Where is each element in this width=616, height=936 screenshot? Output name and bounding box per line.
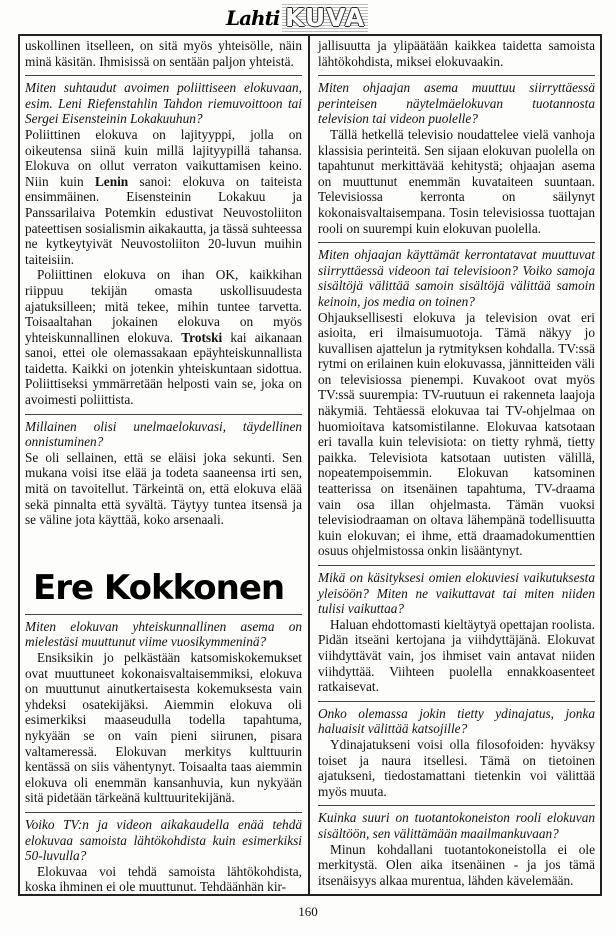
left-column <box>25 38 302 895</box>
question-divider <box>25 75 302 76</box>
masthead-lahti: Lahti <box>226 6 280 30</box>
question-divider <box>25 414 302 415</box>
right-question-1: Miten ohjaajan asema muuttuu siirryttäessä perinteisen näytelmäelokuvan tuotannosta television tai videon puolelle? <box>318 80 595 127</box>
right-paragraph-6: Minun kohdallani tuotantokoneistolla ei ole merkitystä. Olen aika itsenäinen - ja jos tämä itsenäisyys alkaa murentua, lähden kävelemään. <box>318 841 595 888</box>
masthead-kuva: KUVA <box>282 4 368 32</box>
left-paragraph-3: Poliittinen elokuva on ihan OK, kaikkihan riippuu tekijän omasta uskollisuudesta ajatuksilleen; mitä tekee, mihin tuntee tarvetta. Toisaaltahan jokainen elokuva on myös yhteiskunnallinen elokuva. Trotski kai aikanaan sanoi, ettei ole olemassakaan epäyhteiskunnallista taidetta. Kaikki on jotenkin yhteiskuntaan sidottua. Poliittiseksi ymmärretään helposti vain se, joka on avoimesti poliittista. <box>25 267 303 408</box>
page-number: 160 <box>298 904 318 919</box>
right-column <box>318 38 595 888</box>
name-lenin: Lenin <box>94 173 129 189</box>
left-paragraph-1: uskollinen itselleen, on sitä myös yhteisölle, näin minä käsitän. Ihmisissä on sentään paljon yhteistä. <box>25 38 302 69</box>
left-question-2: Millainen olisi unelmaelokuvasi, täydellinen onnistuminen? <box>25 418 302 450</box>
question-divider <box>25 614 302 615</box>
left-paragraph-6: Elokuvaa voi tehdä samoista lähtökohdista, koska ihminen ei ole muuttunut. Tehdäänhän kir- <box>25 863 302 895</box>
right-paragraph-3: Ohjauksellisesti elokuva ja television ovat eri asioita, eri ilmaisumuotoja. Tämä näkyy jo kuvallisen ajattelun ja rytmityksen kohdalla. TV:ssä rytmi on erilainen kuin elokuvassa, jännitteiden väli on televisiossa pienempi. Kuvakoot ovat myös TV:ssä suurempia: TV-ruutuun ei rakenneta laajoja näkymiä. Tehtäessä elokuvaa tai TV-ohjelmaa on huomioitava katsomistilanne. Elokuvaa katsotaan eri tavalla kuin televisiota: on tietty ryhmä, tietty paikka. Televisiota katsotaan uutisten välillä, nopeatempoisemmin. Elokuvan katsominen teatterissa on itsenäinen tapahtuma, TV-draama vain osa illan ohjelmasta. Tämän vuoksi televisiodraaman on oltava lähempänä todellisuutta kuin elokuvan; ei ihme, että draamadokumenttien osuus ohjelmistossa onkin lisääntynyt. <box>318 309 595 559</box>
left-paragraph-2: Poliittinen elokuva on lajityyppi, jolla on oikeutensa siinä kuin millä lajityypillä tahansa. Elokuva on ollut verraton vaikuttamisen keino. Niin kuin Lenin sanoi: elokuva on taiteista ensimmäinen. Eisensteinin Lokakuu ja Panssarilaiva Potemkin edustivat Neuvostoliiton pateettisen sosialismin aikakautta, ja tässä suhteessa ne kytkeytyivät Neuvostoliiton 20-luvun muihin taiteisiin. <box>25 126 302 267</box>
column-divider <box>308 34 310 896</box>
question-divider <box>318 805 595 806</box>
right-paragraph-4: Haluan ehdottomasti kieltäytyä opettajan roolista. Pidän itseäni kertojana ja viihdyttäjänä. Elokuvat viihdyttävät vain, jos ihmiset vain antavat niiden viihdyttää. Viihteen puolella ennakkoasenteet ratkaisevat. <box>318 616 595 695</box>
left-paragraph-4: Se oli sellainen, että se eläisi joka sekunti. Sen mukana voisi itse elää ja todeta saaneensa irti sen, mitä on tavoitellut. Tärkeintä on, että elokuva elää sekä pinnalta että syvältä. Täytyy tuntea itsensä ja se väline jota käyttää, koko arsenaali. <box>25 449 302 528</box>
question-divider <box>318 565 595 566</box>
right-paragraph-5: Ydinajatukseni voisi olla filosofoiden: hyväksy toiset ja naura itsellesi. Tämä on tietoinen ajatukseni, tiedostamattani tietenkin voi välittää myös muuta. <box>318 736 595 799</box>
question-divider <box>318 242 595 243</box>
question-divider <box>25 812 302 813</box>
magazine-masthead <box>0 4 616 34</box>
right-question-3: Mikä on käsityksesi omien elokuviesi vaikutuksesta yleisöön? Miten ne vaikuttavat tai miten niiden tulisi vaikuttaa? <box>318 570 595 617</box>
interviewee-heading: Ere Kokkonen <box>33 567 285 608</box>
left-question-3: Miten elokuvan yhteiskunnallinen asema on mielestäsi muuttunut viime vuosikymmeninä? <box>25 618 302 650</box>
left-question-1: Miten suhtaudut avoimen poliittiseen elokuvaan, esim. Leni Riefenstahlin Tahdon riemuvoittoon tai Sergei Eisensteinin Lokakuuhun? <box>25 80 302 127</box>
right-paragraph-2: Tällä hetkellä televisio noudattelee vielä vanhoja klassisia perinteitä. Sen sijaan elokuvan puolella on tapahtunut merkittävää kehitystä; ohjaajan asema on muuttunut enemmän kuvataiteen suuntaan. Televisiossa kerronta on säilynyt kokonaisvaltaisempana. Tosin televisiossa tuottajan rooli on suurempi kuin elokuvan puolella. <box>318 126 595 236</box>
right-question-2: Miten ohjaajan käyttämät kerrontatavat muuttuvat siirryttäessä videoon tai televisioon? Voiko samoja sisältöjä välittää samoin sisältöjä välittää samoin keinoin, jos media on toinen? <box>318 247 595 309</box>
right-question-4: Onko olemassa jokin tietty ydinajatus, jonka haluaisit välittää katsojille? <box>318 705 595 737</box>
right-question-5: Kuinka suuri on tuotantokoneiston rooli elokuvan sisältöön, sen välittämään maailmankuvaan? <box>318 810 595 841</box>
name-trotski: Trotski <box>181 329 223 345</box>
left-question-4: Voiko TV:n ja videon aikakaudella enää tehdä elokuvaa samoista lähtökohdista kuin esimerkiksi 50-luvulla? <box>25 816 302 864</box>
question-divider <box>318 701 595 702</box>
right-paragraph-1: jallisuutta ja ylipäätään kaikkea taidetta samoista lähtökohdista, miksei elokuvaakin. <box>318 38 595 69</box>
question-divider <box>318 75 595 76</box>
left-paragraph-5: Ensiksikin jo pelkästään katsomiskokemukset ovat muuttuneet kokonaisvaltaisemmiksi, elokuva on muuttunut ainutkertaisesta kokemuksesta vain yhdeksi osatekijäksi. Aiemmin elokuva oli esimerkiksi maaseudulla todella tapahtuma, nykyään se on vain pieni siirunen, pisara valtameressä. Elokuvan merkitys kulttuurin kentässä on siis vähentynyt. Toisaalta taas aiemmin elokuva oli enemmän kansanhuvia, kun nykyään sitä pidetään tärkeänä kulttuuritekijänä. <box>25 650 302 806</box>
